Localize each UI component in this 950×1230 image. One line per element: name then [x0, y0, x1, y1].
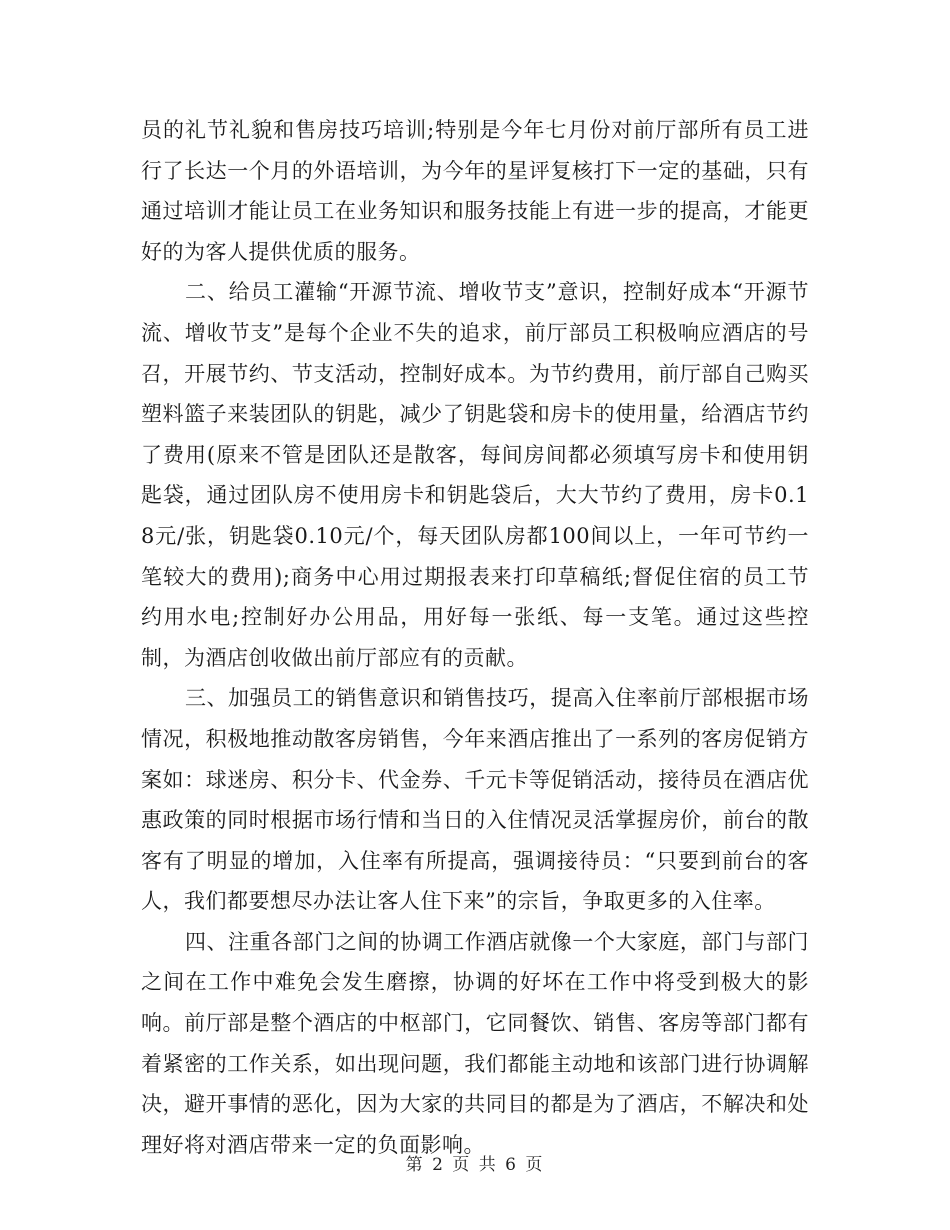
- page-number-footer: 第 2 页 共 6 页: [405, 1155, 545, 1175]
- paragraph-continued-training: 员的礼节礼貌和售房技巧培训;特别是今年七月份对前厅部所有员工进行了长达一个月的外语培训，为今年的星评复核打下一定的基础，只有通过培训才能让员工在业务知识和服务技能上有进一步的提高，才能更好的为客人提供优质的服务。: [141, 118, 809, 264]
- document-body: [141, 110, 809, 1165]
- paragraph-sales-skills: 三、加强员工的销售意识和销售技巧，提高入住率前厅部根据市场情况，积极地推动散客房销售，今年来酒店推出了一系列的客房促销方案如：球迷房、积分卡、代金券、千元卡等促销活动，接待员在酒店优惠政策的同时根据市场行情和当日的入住情况灵活掌握房价，前台的散客有了明显的增加，入住率有所提高，强调接待员：“只要到前台的客人，我们都要想尽办法让客人住下来”的宗旨，争取更多的入住率。: [141, 686, 809, 914]
- paragraph-department-coordination: 四、注重各部门之间的协调工作酒店就像一个大家庭，部门与部门之间在工作中难免会发生磨擦，协调的好坏在工作中将受到极大的影响。前厅部是整个酒店的中枢部门，它同餐饮、销售、客房等部门都有着紧密的工作关系，如出现问题，我们都能主动地和该部门进行协调解决，避开事情的恶化，因为大家的共同目的都是为了酒店，不解决和处理好将对酒店带来一定的负面影响。: [141, 929, 809, 1157]
- paragraph-cost-control: 二、给员工灌输“开源节流、增收节支”意识，控制好成本“开源节流、增收节支”是每个企业不失的追求，前厅部员工积极响应酒店的号召，开展节约、节支活动，控制好成本。为节约费用，前厅部自己购买塑料篮子来装团队的钥匙，减少了钥匙袋和房卡的使用量，给酒店节约了费用(原来不管是团队还是散客，每间房间都必须填写房卡和使用钥匙袋，通过团队房不使用房卡和钥匙袋后，大大节约了费用，房卡0.18元/张，钥匙袋0.10元/个，每天团队房都100间以上，一年可节约一笔较大的费用);商务中心用过期报表来打印草稿纸;督促住宿的员工节约用水电;控制好办公用品，用好每一张纸、每一支笔。通过这些控制，为酒店创收做出前厅部应有的贡献。: [141, 280, 809, 670]
